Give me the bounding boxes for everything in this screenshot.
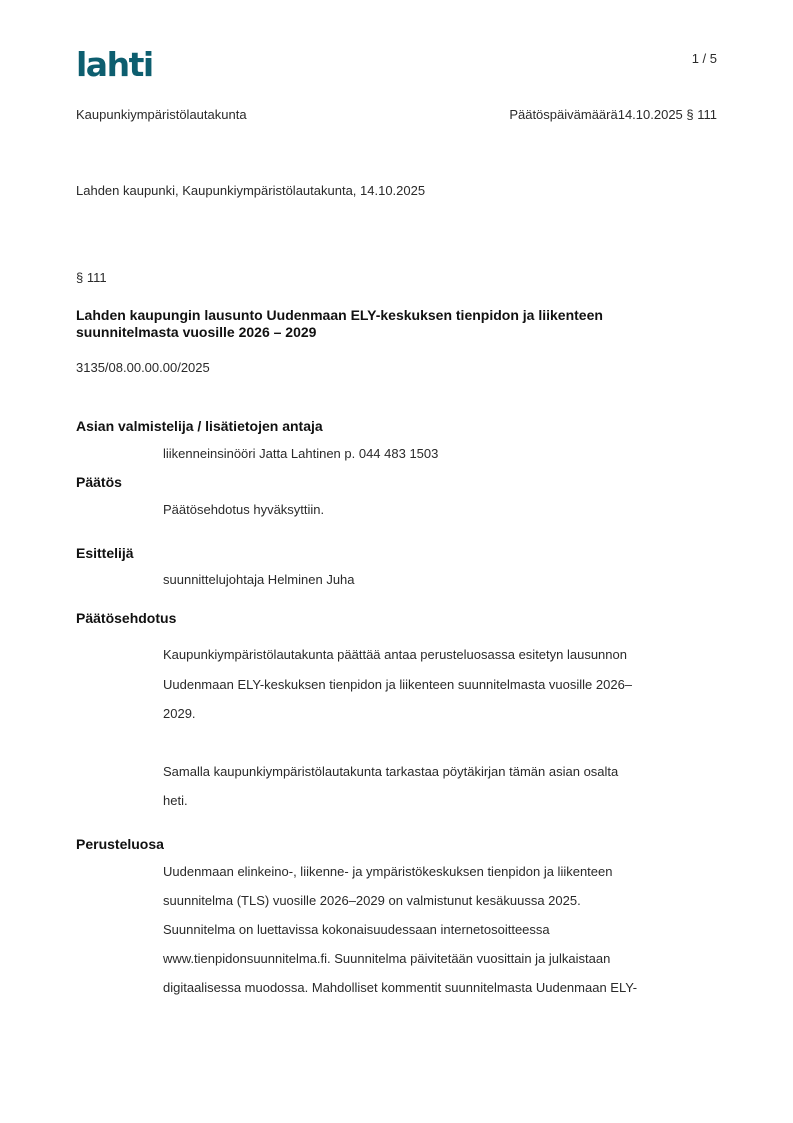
grounds-line: suunnitelma (TLS) vuosille 2026–2029 on valmistunut kesäkuussa 2025.	[163, 893, 581, 908]
proposal-line: Kaupunkiympäristölautakunta päättää antaa perusteluosassa esitetyn lausunnon	[163, 647, 627, 662]
document-line: Lahden kaupunki, Kaupunkiympäristölautakunta, 14.10.2025	[76, 183, 426, 198]
board-name: Kaupunkiympäristölautakunta	[76, 107, 247, 122]
preparer-heading: Asian valmistelija / lisätietojen antaja	[76, 418, 323, 434]
diary-number: 3135/08.00.00.00/2025	[76, 360, 210, 375]
preparer-text: liikenneinsinööri Jatta Lahtinen p. 044 483 1503	[163, 446, 439, 461]
grounds-line: www.tienpidonsuunnitelma.fi. Suunnitelma päivitetään vuosittain ja julkaistaan	[163, 951, 611, 966]
proposal-line: Uudenmaan ELY-keskuksen tienpidon ja liikenteen suunnitelmasta vuosille 2026–	[163, 677, 633, 692]
proposal-heading: Päätösehdotus	[76, 610, 177, 626]
title-line-2: suunnitelmasta vuosille 2026 – 2029	[76, 324, 317, 340]
decision-date: Päätöspäivämäärä14.10.2025 § 111	[509, 107, 717, 122]
presenter-text: suunnittelujohtaja Helminen Juha	[163, 572, 355, 587]
section-number: § 111	[76, 270, 107, 285]
proposal-line: heti.	[163, 793, 188, 808]
decision-heading: Päätös	[76, 474, 122, 490]
decision-text: Päätösehdotus hyväksyttiin.	[163, 502, 325, 517]
lahti-logo: lahti	[76, 45, 153, 84]
title-line-1: Lahden kaupungin lausunto Uudenmaan ELY-keskuksen tienpidon ja liikenteen	[76, 307, 603, 323]
presenter-heading: Esittelijä	[76, 545, 134, 561]
proposal-line: Samalla kaupunkiympäristölautakunta tarkastaa pöytäkirjan tämän asian osalta	[163, 764, 619, 779]
grounds-heading: Perusteluosa	[76, 836, 164, 852]
page-number: 1 / 5	[691, 51, 717, 66]
grounds-line: Suunnitelma on luettavissa kokonaisuudessaan internetosoitteessa	[163, 922, 550, 937]
proposal-line: 2029.	[163, 706, 196, 721]
page-title	[76, 307, 603, 341]
grounds-line: Uudenmaan elinkeino-, liikenne- ja ympäristökeskuksen tienpidon ja liikenteen	[163, 864, 613, 879]
grounds-line: digitaalisessa muodossa. Mahdolliset kommentit suunnitelmasta Uudenmaan ELY-	[163, 980, 638, 995]
